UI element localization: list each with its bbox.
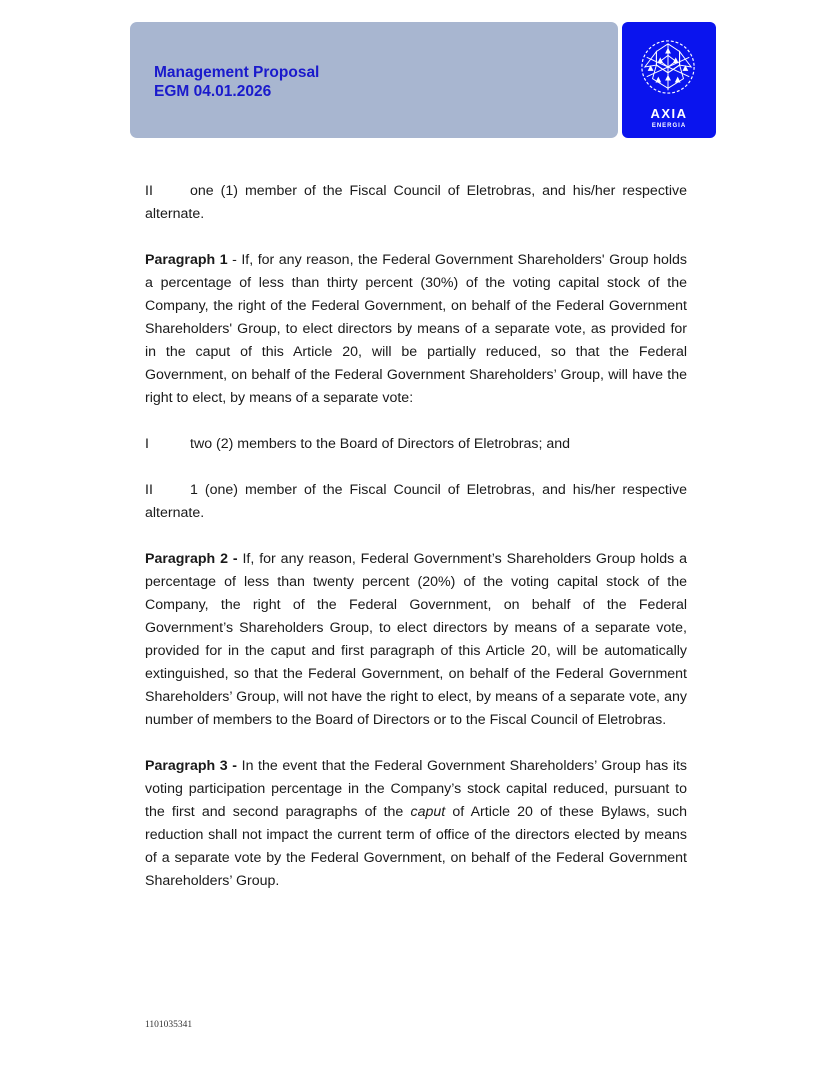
list-item-ii-top [145, 180, 687, 226]
paragraph-text: If, for any reason, Federal Government’s Shareholders Group holds a percentage of less than twenty percent (20%) of the voting capital stock of the Company, the right of the Federal Government, on behalf of the Federal Government’s Shareholders Group, to elect directors by means of a separate vote, provided for in the caput and first paragraph of this Article 20, will be automatically extinguished, so that the Federal Government, on behalf of the Federal Government Shareholders’ Group, will not have the right to elect, by means of a separate vote, any number of members to the Board of Directors or to the Fiscal Council of Eletrobras. [145, 551, 687, 728]
item-text: one (1) member of the Fiscal Council of Eletrobras, and his/her respective alternate. [145, 183, 687, 222]
item-text: 1 (one) member of the Fiscal Council of Eletrobras, and his/her respective alternate. [145, 482, 687, 521]
item-text: two (2) members to the Board of Directors of Eletrobras; and [190, 436, 571, 452]
paragraph-label: Paragraph 2 - [145, 551, 238, 567]
logo-subtitle: ENERGIA [651, 123, 687, 129]
paragraph-label: Paragraph 1 [145, 252, 228, 268]
document-title [154, 63, 319, 101]
paragraph-text: In the event that the Federal Government Shareholders’ Group has its voting participation percentage in the Company’s stock capital reduced, pursuant to the first and second paragraphs of the [145, 758, 688, 820]
paragraph-text: - If, for any reason, the Federal Government Shareholders' Group holds a percentage of less than thirty percent (30%) of the voting capital stock of the Company, the right of the Federal Government, on behalf of the Federal Government Shareholders' Group, to elect directors by means of a separate vote, as provided for in the caput of this Article 20, will be partially reduced, so that the Federal Government, on behalf of the Federal Government Shareholders’ Group, will have the right to elect, by means of a separate vote: [145, 252, 687, 406]
paragraph-1 [145, 249, 687, 410]
document-body [145, 180, 687, 916]
item-number: II [145, 183, 153, 199]
list-item-ii [145, 479, 687, 525]
list-item-i [145, 433, 687, 456]
item-number: II [145, 482, 153, 498]
title-line-2: EGM 04.01.2026 [154, 83, 272, 100]
paragraph-text-end: of Article 20 of these Bylaws, such reduction shall not impact the current term of office of the directors elected by means of a separate vote by the Federal Government, on behalf of the Federal Government Shareholders’ Group. [145, 804, 687, 889]
title-line-1: Management Proposal [154, 64, 320, 81]
paragraph-italic-term: caput [410, 804, 446, 820]
paragraph-label: Paragraph 3 - [145, 758, 238, 774]
item-number: I [145, 436, 149, 452]
paragraph-2 [145, 548, 687, 732]
logo-name: AXIA [650, 106, 688, 121]
paragraph-3 [145, 755, 687, 893]
document-id: 1101035341 [145, 1020, 193, 1030]
header-band [130, 22, 618, 138]
axia-logo [622, 22, 716, 138]
geodesic-globe-icon [639, 38, 697, 96]
